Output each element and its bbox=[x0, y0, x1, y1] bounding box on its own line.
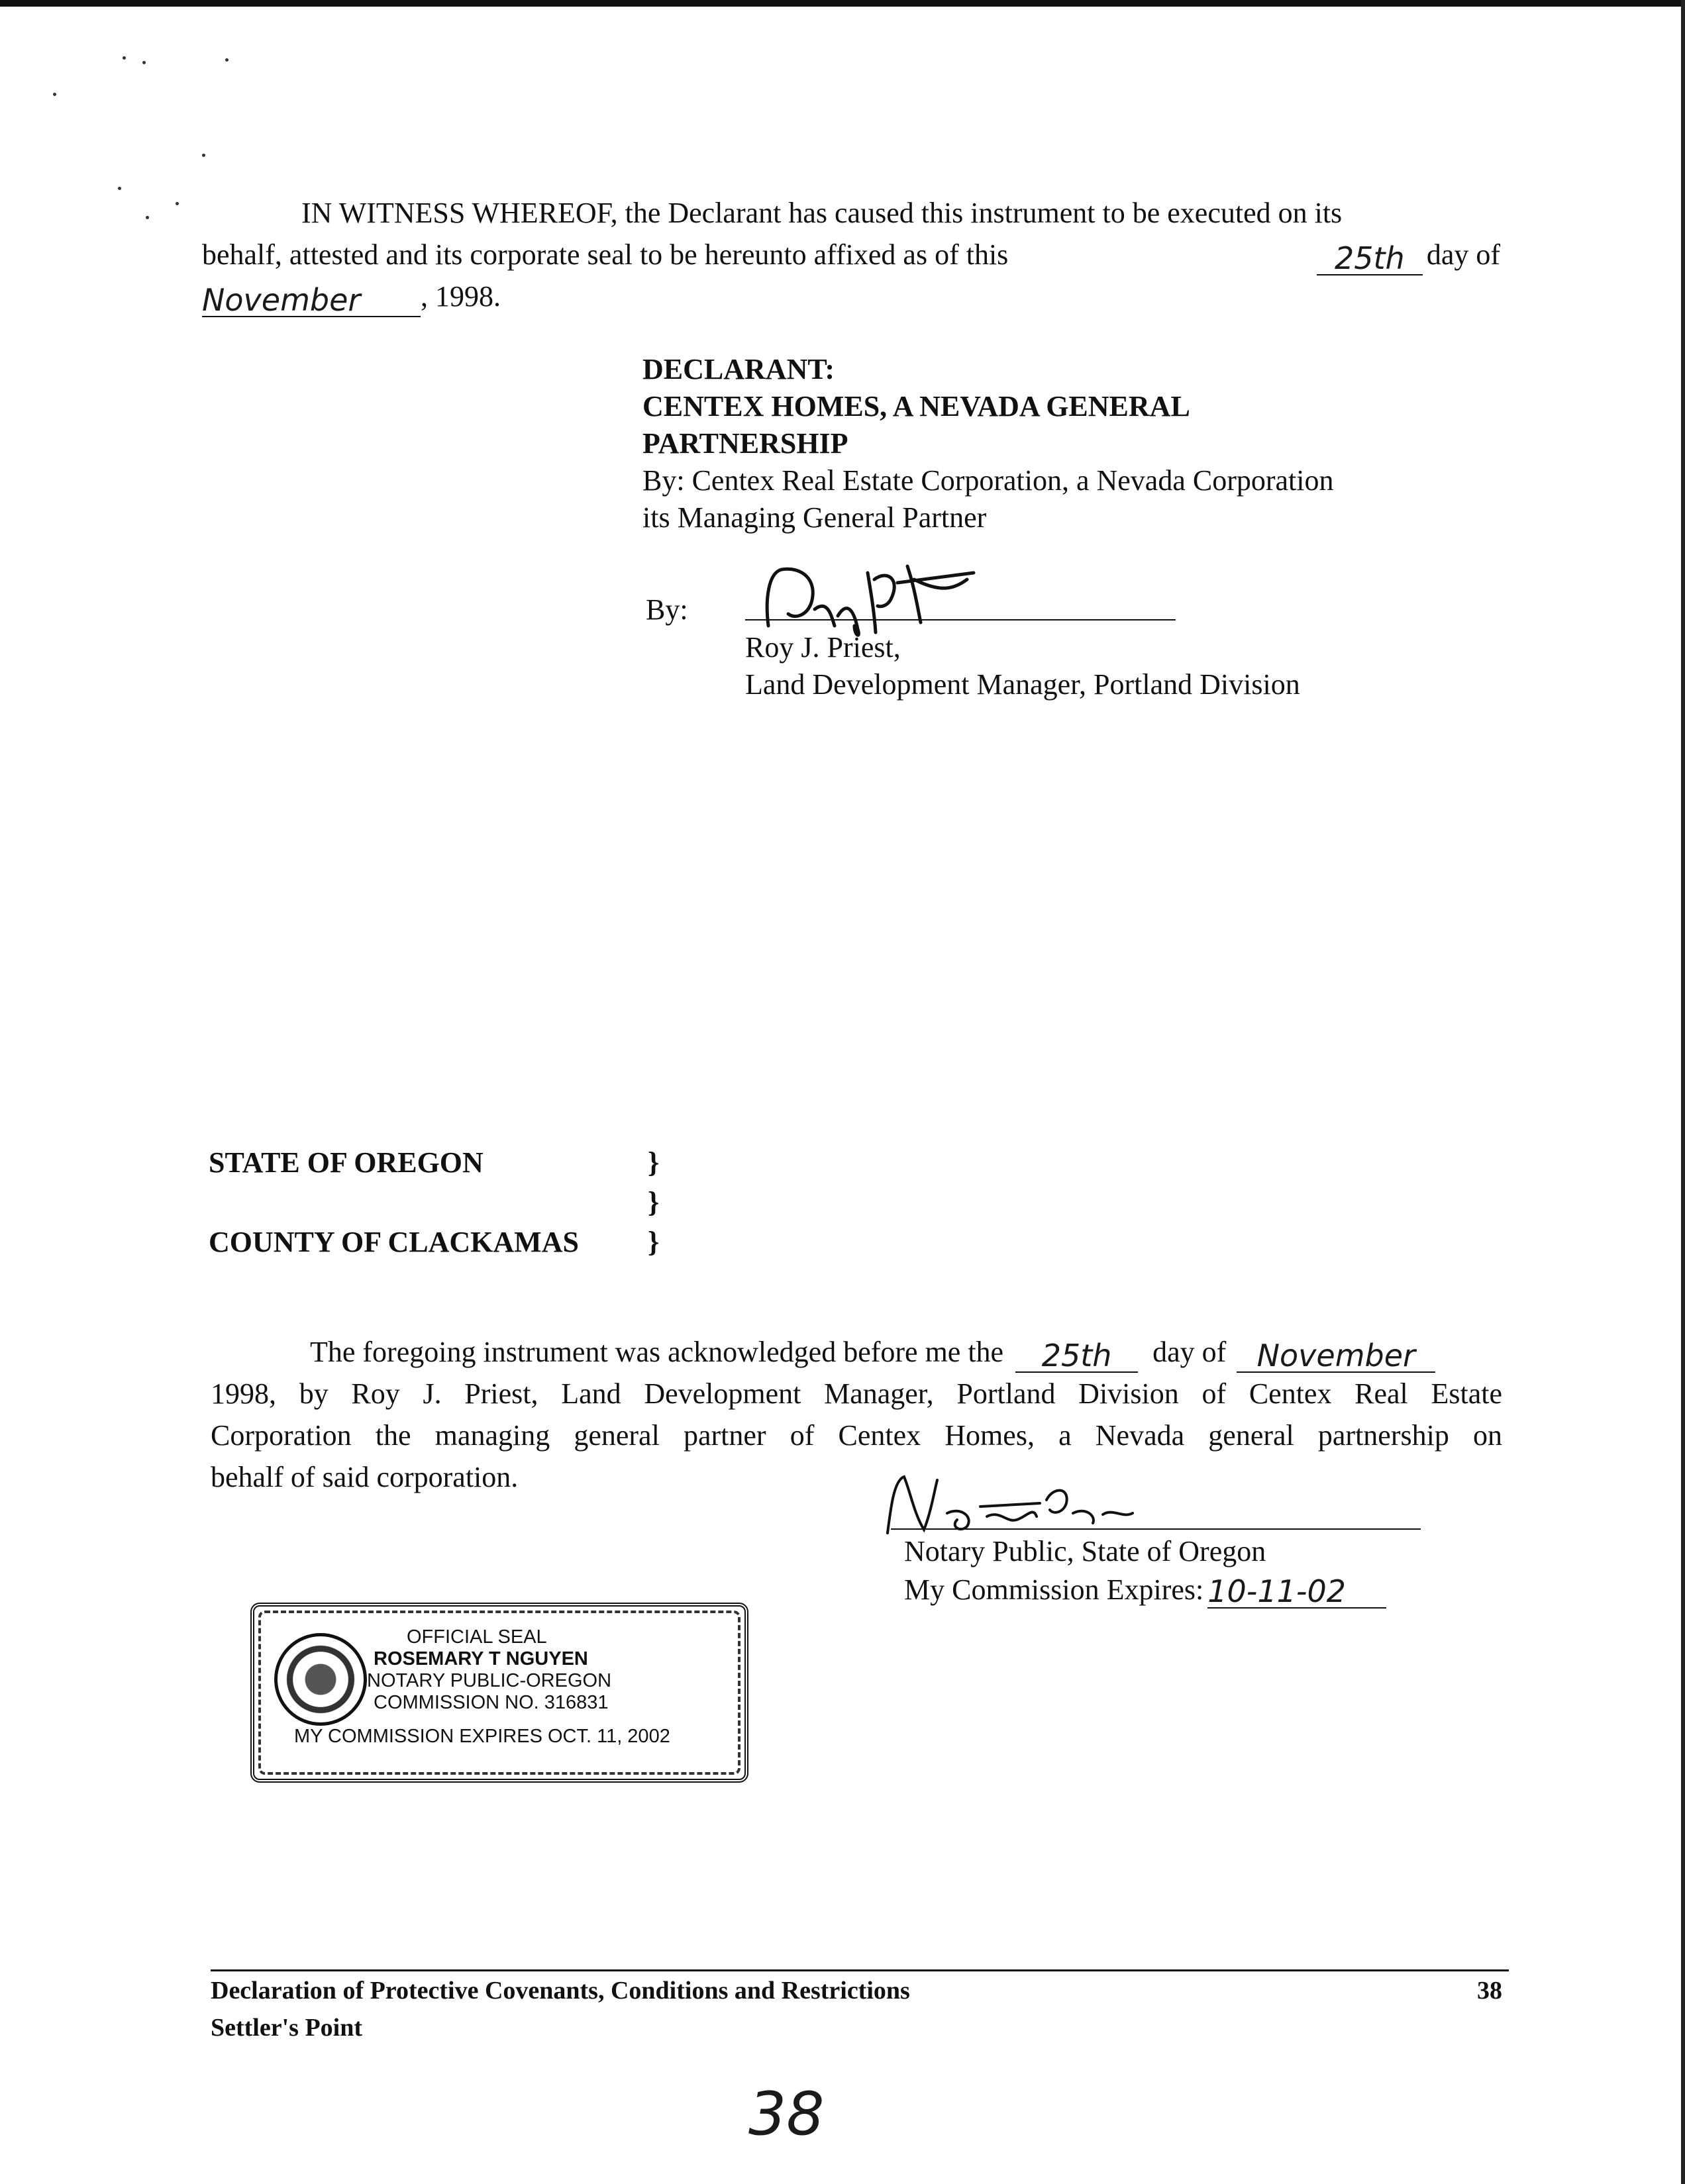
scan-speck bbox=[146, 216, 149, 219]
seal-line-5: MY COMMISSION EXPIRES OCT. 11, 2002 bbox=[294, 1726, 670, 1747]
seal-line-2: ROSEMARY T NGUYEN bbox=[374, 1648, 588, 1669]
declarant-signer-title: Land Development Manager, Portland Division bbox=[745, 668, 1300, 701]
official-seal-stamp bbox=[250, 1603, 748, 1783]
declarant-by-line-1: By: Centex Real Estate Corporation, a Nevada Corporation bbox=[642, 464, 1334, 497]
acknowledgment-paragraph bbox=[211, 1331, 1502, 1498]
venue-county: COUNTY OF CLACKAMAS bbox=[209, 1226, 579, 1258]
ack-line-2: 1998, by Roy J. Priest, Land Development Manager, Portland Division of Centex Real Estate bbox=[211, 1377, 1502, 1410]
scan-speck bbox=[53, 93, 56, 96]
venue-brace: } bbox=[648, 1226, 660, 1258]
witness-month-field: November bbox=[202, 284, 421, 317]
declarant-heading: DECLARANT: bbox=[642, 353, 835, 385]
scan-right-edge bbox=[1681, 0, 1685, 2184]
scan-speck bbox=[123, 56, 126, 60]
scan-top-edge bbox=[0, 0, 1685, 7]
scan-speck bbox=[118, 187, 121, 190]
witness-day-field: 25th bbox=[1317, 242, 1423, 275]
venue-state: STATE OF OREGON bbox=[209, 1146, 484, 1179]
witness-line-3: November , 1998. bbox=[202, 280, 501, 318]
witness-line-2: behalf, attested and its corporate seal to be hereunto affixed as of this 25th day of bbox=[202, 238, 1500, 276]
declarant-by-line-2: its Managing General Partner bbox=[642, 501, 987, 534]
footer-rule bbox=[211, 1969, 1509, 1971]
notary-title: Notary Public, State of Oregon bbox=[904, 1535, 1266, 1567]
declarant-block bbox=[642, 351, 1504, 536]
notary-expires-field: 10-11-02 bbox=[1207, 1575, 1386, 1609]
seal-text bbox=[367, 1626, 725, 1714]
venue-brace: } bbox=[648, 1186, 660, 1218]
seal-line-3: NOTARY PUBLIC-OREGON bbox=[367, 1670, 612, 1691]
declarant-signature bbox=[755, 553, 1033, 639]
notary-signature-line bbox=[891, 1528, 1421, 1530]
footer-page-number: 38 bbox=[1477, 1977, 1502, 2005]
seal-line-4: COMMISSION NO. 316831 bbox=[374, 1692, 609, 1713]
declarant-company-line-1: CENTEX HOMES, A NEVADA GENERAL bbox=[642, 390, 1190, 422]
ack-month-field: November bbox=[1237, 1340, 1435, 1373]
witness-paragraph bbox=[202, 192, 1500, 317]
state-seal-emblem bbox=[274, 1633, 367, 1726]
declarant-signer-name: Roy J. Priest, bbox=[745, 631, 901, 664]
handwritten-page-number: 38 bbox=[748, 2079, 825, 2149]
venue-brace: } bbox=[648, 1146, 660, 1179]
declarant-company-line-2: PARTNERSHIP bbox=[642, 427, 848, 460]
footer-subtitle: Settler's Point bbox=[211, 2014, 363, 2042]
notary-expires: My Commission Expires: 10-11-02 bbox=[904, 1571, 1386, 1609]
ack-line-1: The foregoing instrument was acknowledged before me the 25th day of November bbox=[211, 1331, 1502, 1373]
declarant-by-label: By: bbox=[646, 593, 688, 626]
seal-line-1: OFFICIAL SEAL bbox=[407, 1626, 547, 1648]
scan-speck bbox=[225, 58, 229, 62]
ack-line-3: Corporation the managing general partner of Centex Homes, a Nevada general partnership on bbox=[211, 1419, 1502, 1452]
ack-line-4: behalf of said corporation. bbox=[211, 1461, 519, 1493]
ack-day-field: 25th bbox=[1015, 1340, 1138, 1373]
scan-speck bbox=[202, 154, 205, 157]
witness-line-1: IN WITNESS WHEREOF, the Declarant has caused this instrument to be executed on its bbox=[301, 197, 1343, 229]
footer-title: Declaration of Protective Covenants, Conditions and Restrictions bbox=[211, 1977, 910, 2005]
scan-speck bbox=[142, 61, 146, 64]
scan-speck bbox=[176, 202, 179, 205]
